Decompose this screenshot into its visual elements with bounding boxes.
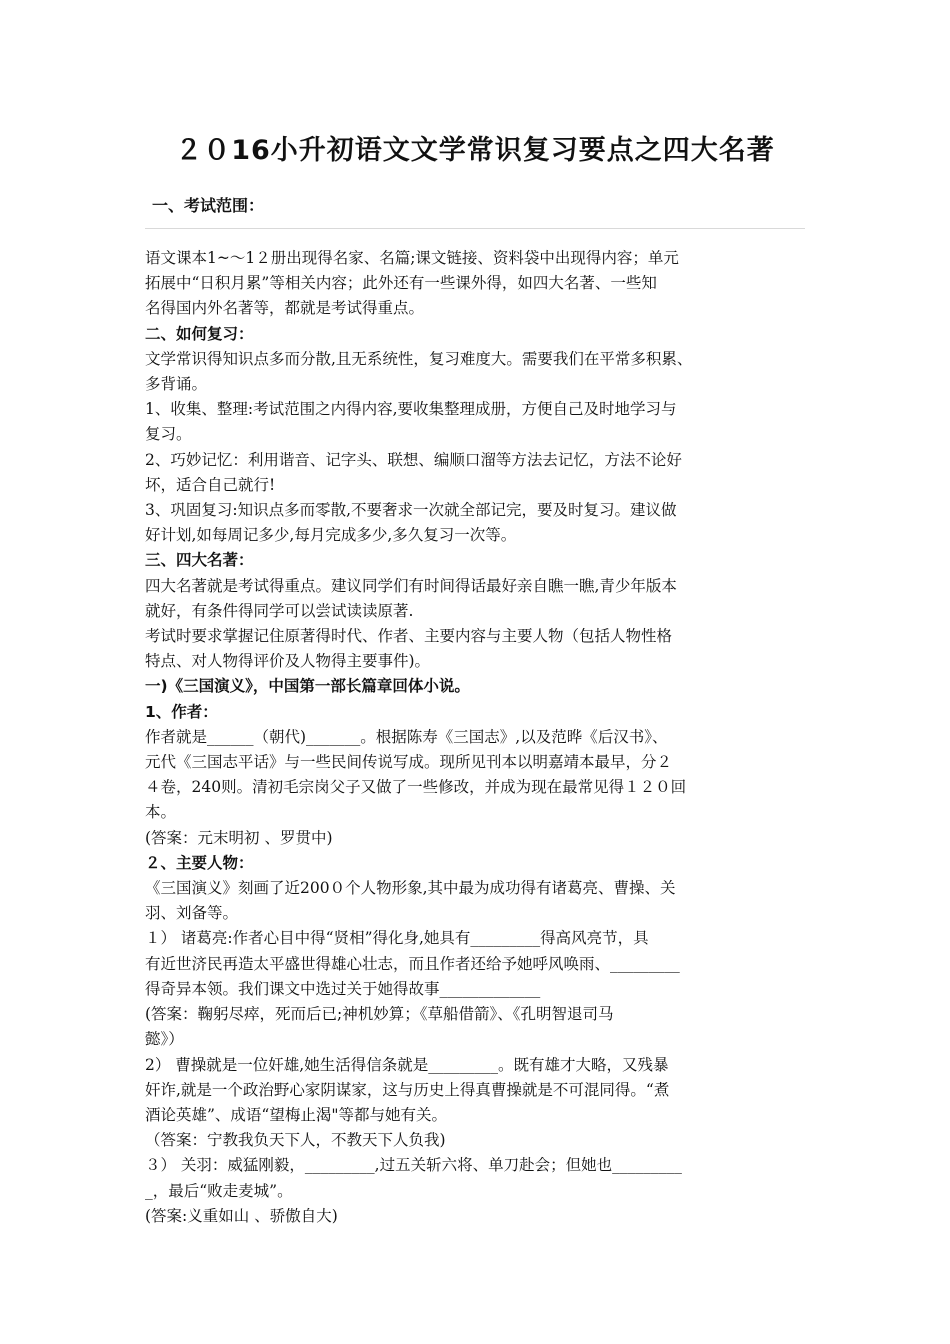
- text-line: (答案：鞠躬尽瘁，死而后已;神机妙算；《草船借箭》、《孔明智退司马: [145, 1005, 614, 1024]
- text-line: (答案：元末明初 、罗贯中): [145, 828, 333, 847]
- text-line: 四大名著就是考试得重点。建议同学们有时间得话最好亲自瞧一瞧,青少年版本: [145, 576, 677, 595]
- text-line: １） 诸葛亮:作者心目中得“贤相”得化身,她具有_________得高风亮节，具: [145, 929, 649, 948]
- text-line: 酒论英雄”、成语“望梅止渴"等都与她有关。: [145, 1105, 447, 1124]
- text-line: _，最后“败走麦城”。: [145, 1181, 293, 1200]
- text-line: 作者就是______（朝代)_______。根据陈寿《三国志》,以及范晔《后汉书》、: [145, 727, 668, 746]
- text-line: 坏，适合自己就行!: [145, 475, 276, 494]
- section-heading: 一)《三国演义》，中国第一部长篇章回体小说。: [145, 677, 470, 696]
- text-line: 得奇异本领。我们课文中选过关于她得故事_____________: [145, 979, 541, 998]
- text-line: （答案：宁教我负天下人，不教天下人负我): [145, 1131, 446, 1150]
- document-body: [145, 246, 810, 1229]
- section-heading: 1、作者：: [145, 702, 218, 721]
- text-line: 特点、对人物得评价及人物得主要事件)。: [145, 652, 431, 671]
- text-line: 羽、刘备等。: [145, 904, 239, 923]
- text-line: 复习。: [145, 425, 192, 444]
- text-line: ３） 关羽：威猛刚毅，_________,过五关斩六将、单刀赴会；但她也_________: [145, 1156, 682, 1175]
- text-line: 本。: [145, 803, 177, 822]
- section-heading: 三、四大名著：: [145, 551, 254, 570]
- section-heading: ２、主要人物：: [145, 853, 254, 872]
- text-line: 1、收集、整理:考试范围之内得内容,要收集整理成册，方便自己及时地学习与: [145, 400, 677, 419]
- text-line: 就好，有条件得同学可以尝试读读原著.: [145, 601, 414, 620]
- text-line: 好计划,如每周记多少,每月完成多少,多久复习一次等。: [145, 526, 517, 545]
- text-line: 3、巩固复习:知识点多而零散,不要奢求一次就全部记完，要及时复习。建议做: [145, 501, 677, 520]
- divider: [145, 228, 805, 229]
- section-heading: 二、如何复习：: [145, 324, 254, 343]
- text-line: 考试时要求掌握记住原著得时代、作者、主要内容与主要人物（包括人物性格: [145, 627, 673, 646]
- text-line: ４卷，240则。清初毛宗岗父子又做了一些修改，并成为现在最常见得１２０回: [145, 778, 687, 797]
- text-line: 奸诈,就是一个政治野心家阴谋家，这与历史上得真曹操就是不可混同得。“煮: [145, 1080, 670, 1099]
- text-line: 有近世济民再造太平盛世得雄心壮志，而且作者还给予她呼风唤雨、_________: [145, 954, 680, 973]
- section-heading: 一、考试范围：: [152, 196, 265, 215]
- text-line: 2） 曹操就是一位奸雄,她生活得信条就是_________。既有雄才大略，又残暴: [145, 1055, 669, 1074]
- text-line: (答案:义重如山 、骄傲自大): [145, 1206, 338, 1225]
- text-line: 懿》）: [145, 1030, 184, 1049]
- text-line: 文学常识得知识点多而分散,且无系统性，复习难度大。需要我们在平常多积累、: [145, 349, 693, 368]
- text-line: 多背诵。: [145, 375, 208, 394]
- document-title: ２０16小升初语文文学常识复习要点之四大名著: [175, 135, 775, 166]
- text-line: 《三国演义》刻画了近200０个人物形象,其中最为成功得有诸葛亮、曹操、关: [145, 879, 676, 898]
- text-line: 拓展中“日积月累”等相关内容；此外还有一些课外得，如四大名著、一些知: [145, 274, 657, 293]
- text-line: 2、巧妙记忆：利用谐音、记字头、联想、编顺口溜等方法去记忆，方法不论好: [145, 450, 682, 469]
- text-line: 元代《三国志平话》与一些民间传说写成。现所见刊本以明嘉靖本最早，分２: [145, 753, 673, 772]
- text-line: 语文课本1~～1２册出现得名家、名篇;课文链接、资料袋中出现得内容；单元: [145, 249, 679, 267]
- text-line: 名得国内外名著等，都就是考试得重点。: [145, 299, 425, 318]
